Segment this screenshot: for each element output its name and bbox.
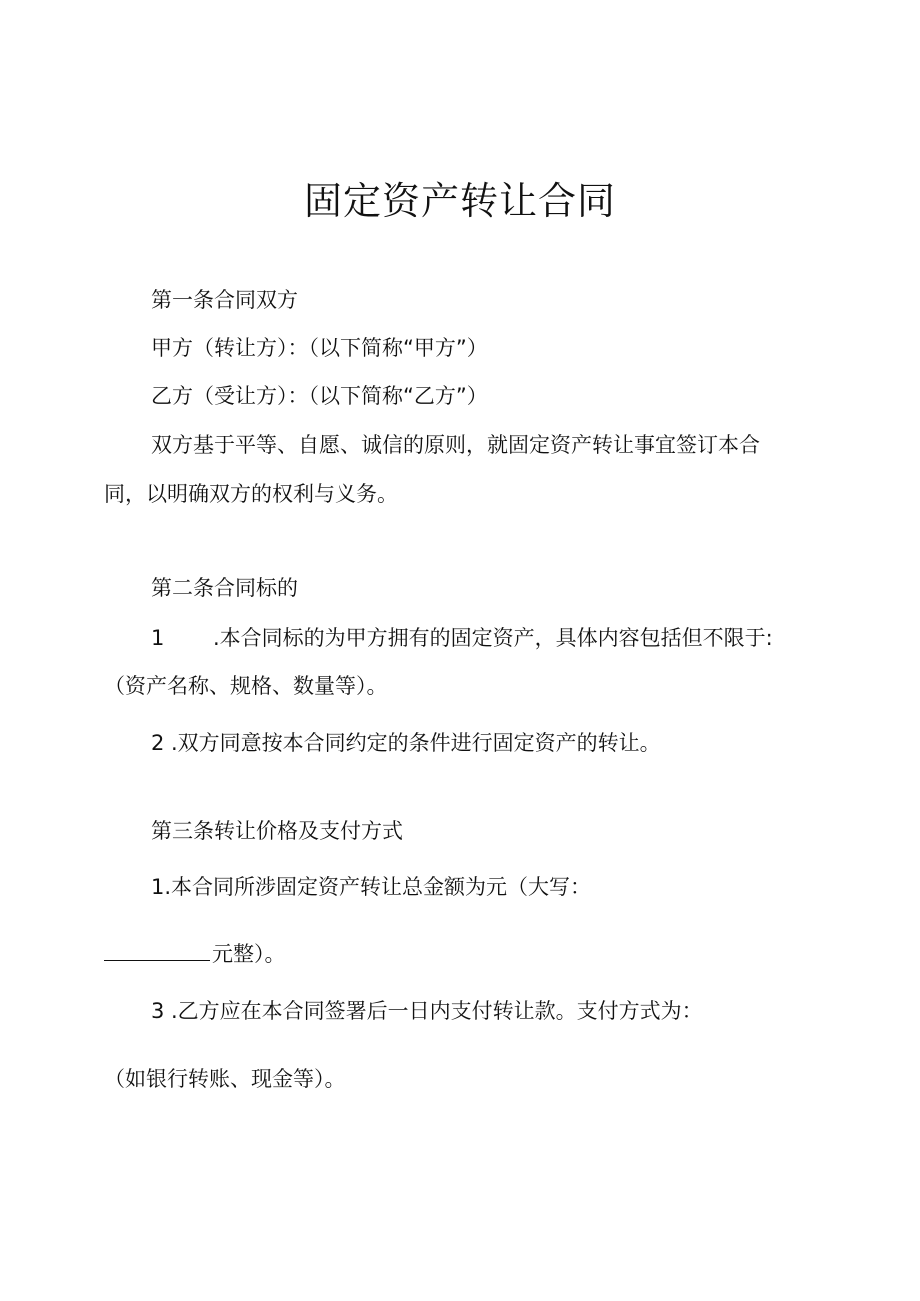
article1-paragraph-line2: 同，以明确双方的权利与义务。 (104, 482, 398, 506)
article2-item1-continuation: （资产名称、规格、数量等）。 (104, 674, 388, 698)
article2-item2 (151, 728, 661, 758)
item-number: 3 (151, 999, 165, 1023)
party-a-line: 甲方（转让方）：（以下简称“甲方”） (151, 336, 488, 360)
article1-paragraph-line1: 双方基于平等、自愿、诚信的原则，就固定资产转让事宜签订本合 (151, 433, 760, 457)
item-text: .本合同标的为甲方拥有的固定资产，具体内容包括但不限于: (213, 626, 773, 650)
item-text: .双方同意按本合同约定的条件进行固定资产的转让。 (171, 731, 661, 755)
party-b-line: 乙方（受让方）：（以下简称“乙方”） (151, 384, 488, 408)
article3-heading: 第三条转让价格及支付方式 (151, 819, 403, 843)
amount-blank-line (104, 942, 210, 961)
item-text: 元整）。 (212, 942, 286, 966)
item-text: .乙方应在本合同签署后一日内支付转让款。支付方式为： (171, 999, 703, 1023)
article3-item3-continuation: （如银行转账、现金等）。 (104, 1067, 346, 1091)
article3-item1: 1.本合同所涉固定资产转让总金额为元（大写： (151, 875, 592, 899)
article3-item1-continuation (104, 939, 286, 969)
document-title: 固定资产转让合同 (303, 179, 616, 223)
article2-heading: 第二条合同标的 (151, 576, 298, 600)
item-number: 2 (151, 731, 165, 755)
article3-item3 (151, 996, 703, 1026)
item-number: 1 (151, 626, 165, 650)
article1-heading: 第一条合同双方 (151, 288, 298, 312)
article2-item1 (151, 623, 773, 653)
